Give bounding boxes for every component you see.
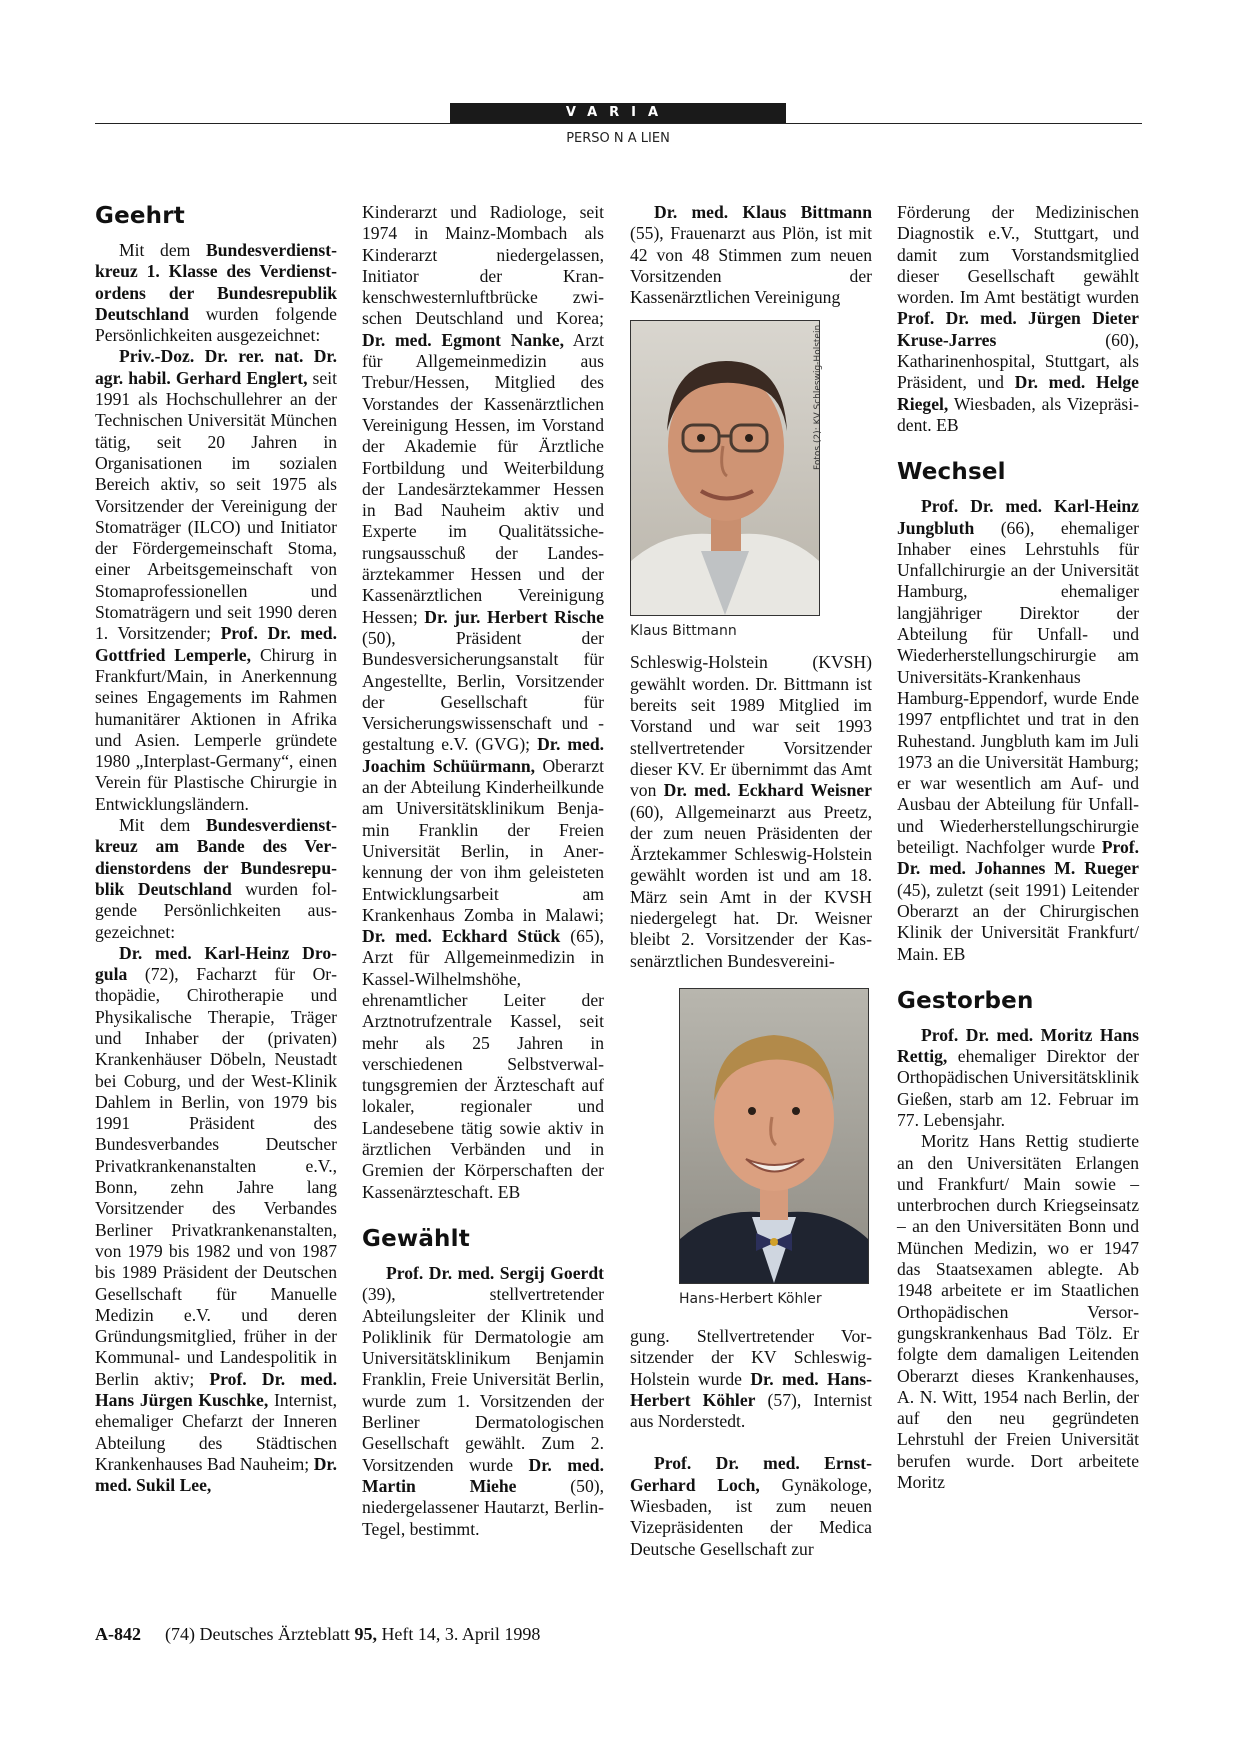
column-4 (897, 202, 1139, 1493)
subsection-title: PERSO N A LIEN (566, 131, 670, 146)
photo-koehler-figure (630, 988, 872, 1308)
paragraph: Mit dem Bundesverdienstkreuz 1. Klasse des Verdienstordens der Bundesrepublik Deutschland wurden folgende Persönlichkeiten ausgezeichnet: (95, 240, 337, 346)
page-footer (95, 1624, 540, 1645)
paragraph: Förderung der Medizinischen Diagnostik e.V., Stuttgart, und damit zum Vorstandsmitglied dieser Gesellschaft gewählt worden. Im Amt bestätigt wurden Prof. Dr. med. Jürgen Dieter Kruse-Jarres (60), Katharinenhospital, Stuttgart, als Präsident, und Dr. med. Helge Riegel, Wiesbaden, als Vizepräsident. EB (897, 202, 1139, 435)
header-rule (95, 123, 1142, 124)
paragraph: Prof. Dr. med. Karl-Heinz Jungbluth (66), ehemaliger Inhaber eines Lehrstuhls für Unfallchirurgie an der Universität Hamburg, ehemaliger langjähriger Direktor der Abteilung für Unfall- und Wiederherstellungschirurgie am Universitäts-Krankenhaus Hamburg-Eppendorf, wurde Ende 1997 entpflichtet und trat in den Ruhestand. Jungbluth kam im Juli 1973 an die Universität Hamburg; er war wesentlich am Auf- und Ausbau der Abteilung für Unfall- und Wiederherstellungschirurgie beteiligt. Nachfolger wurde Prof. Dr. med. Johannes M. Rueger (45), zuletzt (seit 1991) Leitender Oberarzt an der Chirurgischen Klinik der Universität Frankfurt/ Main. EB (897, 496, 1139, 964)
heading-wechsel: Wechsel (897, 459, 1006, 486)
volume-number: 95, (354, 1624, 377, 1644)
photo-credit: Fotos (2): KV Schleswig-Holstein (813, 325, 823, 471)
column-2 (362, 202, 604, 1540)
paragraph: Mit dem Bundesverdienstkreuz am Bande des Verdienstordens der Bundesrepublik Deutschland wurden folgende Persönlichkeiten ausgezeichnet: (95, 815, 337, 942)
source-text: (74) Deutsches Ärzteblatt (165, 1624, 355, 1644)
paragraph: Dr. med. Karl-Heinz Drogula (72), Facharzt für Orthopädie, Chirotherapie und Physikalische Therapie, Träger und Inhaber der (privaten) Krankenhäuser Döbeln, Neustadt bei Coburg, und der West-Klinik Dahlem in Berlin, von 1979 bis 1991 Präsident des Bundesverbandes Deutscher Privatkrankenanstalten e.V., Bonn, zehn Jahre lang Vorsitzender des Verbandes Berliner Privatkrankenanstalten, von 1979 bis 1982 und von 1987 bis 1989 Präsident der Deutschen Gesellschaft für Manuelle Medizin e.V. und deren Gründungsmitglied, früher in der Kommunal- und Landespolitik in Berlin aktiv; Prof. Dr. med. Hans Jürgen Kuschke, Internist, ehemaliger Chefarzt der Inneren Abteilung des Städtischen Krankenhauses Bad Nauheim; Dr. med. Sukil Lee, (95, 942, 337, 1496)
paragraph: Schleswig-Holstein (KVSH) gewählt worden. Dr. Bittmann ist bereits seit 1989 Mitglied im Vorstand und war seit 1993 stellvertretender Vorsitzender dieser KV. Er übernimmt das Amt von Dr. med. Eckhard Weisner (60), Allgemeinarzt aus Preetz, der zum neuen Präsidenten der Ärztekammer Schleswig-Holstein gewählt worden ist und am 18. März sein Amt in der KVSH niedergelegt hat. Dr. Weisner bleibt 2. Vorsitzender der Kassenärztlichen Bundesvereini- (630, 652, 872, 971)
paragraph: Priv.-Doz. Dr. rer. nat. Dr. agr. habil. Gerhard Englert, seit 1991 als Hochschullehrer an der Technischen Universität München tätig, seit 20 Jahren in Organisationen im sozialen Bereich aktiv, so seit 1975 als Vorsitzender der Vereinigung der Stomaträger (ILCO) und Initiator der Fördergemeinschaft Stoma, einer Arbeitsgemeinschaft von Stomaprofessionellen und Stomaträgern und seit 1990 deren 1. Vorsitzender; Prof. Dr. med. Gottfried Lemperle, Chirurg in Frankfurt/Main, in Anerkennung seines Engagements im Rahmen humanitärer Aktionen in Afrika und Asien. Lemperle gründete 1980 „Interplast-Germany“, einen Verein für Plastische Chirurgie in Entwicklungsländern. (95, 346, 337, 814)
paragraph: Prof. Dr. med. Ernst-Gerhard Loch, Gynäkologe, Wiesbaden, ist zum neuen Vizepräsidenten der Medica Deutsche Gesellschaft zur (630, 1453, 873, 1559)
paragraph: Dr. med. Klaus Bittmann (55), Frauenarzt aus Plön, ist mit 42 von 48 Stimmen zum neuen Vorsitzenden der Kassenärztlichen Vereinigung (630, 202, 872, 308)
photo-klaus-bittmann (630, 320, 820, 616)
column-1 (95, 202, 337, 1497)
paragraph: Moritz Hans Rettig studierte an den Universitäten Erlangen und Frankfurt/ Main sowie – unterbrochen durch Kriegseinsatz – an den Universitäten Bonn und München Medizin, wo er 1947 das Staatsexamen ablegte. Ab 1948 arbeitete er im Staatlichen Orthopädischen Versorgungskrankenhaus Bad Tölz. Er folgte dem damaligen Leitenden Oberarzt dieses Krankenhauses, A. N. Witt, 1954 nach Berlin, der auf den neu gegründeten Lehrstuhl der Freien Universität berufen wurde. Dort arbeitete Moritz (897, 1131, 1139, 1493)
photo-hans-herbert-koehler (679, 988, 869, 1284)
issue-date: Heft 14, 3. April 1998 (376, 1624, 541, 1644)
page-number: A-842 (95, 1624, 141, 1644)
paragraph: Prof. Dr. med. Sergij Goerdt (39), stellvertretender Abteilungsleiter der Klinik und Poliklinik für Dermatologie am Universitätsklinikum Benjamin Franklin, Freie Universität Berlin, wurde zum 1. Vorsitzenden der Berliner Dermatologischen Gesellschaft gewählt. Zum 2. Vorsitzenden wurde Dr. med. Martin Miehe (50), niedergelassener Hautarzt, Berlin-Tegel, bestimmt. (362, 1262, 604, 1539)
paragraph: Kinderarzt und Radiologe, seit 1974 in Mainz-Mombach als Kinderarzt niedergelassen, Initiator der Krankenschwesternluftbrücke zwischen Deutschland und Korea; Dr. med. Egmont Nanke, Arzt für Allgemeinmedizin aus Trebur/Hessen, Mitglied des Vorstandes der Kassenärztlichen Vereinigung Hessen, im Vorstand der Akademie für Ärztliche Fortbildung und Weiterbildung der Landesärztekammer Hessen in Bad Nauheim aktiv und Experte im Qualitätssicherungsausschuß der Landesärztekammer Hessen und der Kassenärztlichen Vereinigung Hessen; Dr. jur. Herbert Rische (50), Präsident der Bundesversicherungsanstalt für Angestellte, Berlin, Vorsitzender der Gesellschaft für Versicherungswissenschaft und -gestaltung e.V. (GVG); Dr. med. Joachim Schüürmann, Oberarzt an der Abteilung Kinderheilkunde am Universitätsklinikum Benjamin Franklin der Freien Universität Berlin, in Anerkennung der von ihm geleisteten Entwicklungsarbeit am Krankenhaus Zomba in Malawi; Dr. med. Eckhard Stück (65), Arzt für Allgemeinmedizin in Kassel-Wilhelmshöhe, ehrenamtlicher Leiter der Arztnotrufzentrale Kassel, seit mehr als 25 Jahren in verschiedenen Selbstverwaltungsgremien der Ärzteschaft auf lokaler, regionaler und Landesebene tätig sowie aktiv in ärztlichen Verbänden und in Gremien der Körperschaften der Kassenärzteschaft. EB (362, 202, 605, 1202)
caption-koehler: Hans-Herbert Köhler (679, 1290, 822, 1307)
column-3 (630, 202, 872, 1560)
paragraph: gung. Stellvertretender Vorsitzender der KV Schleswig-Holstein wurde Dr. med. Hans-Herbert Köhler (57), Internist aus Norderstedt. (630, 1325, 873, 1432)
heading-gestorben: Gestorben (897, 987, 1034, 1014)
heading-gewaehlt: Gewählt (362, 1225, 470, 1252)
paragraph: Prof. Dr. med. Moritz Hans Rettig, ehemaliger Direktor der Orthopädischen Universitätsklinik Gießen, starb am 12. Februar im 77. Lebensjahr. (897, 1024, 1139, 1130)
caption-bittmann: Klaus Bittmann (630, 623, 737, 640)
photo-bittmann-figure (630, 320, 872, 640)
heading-geehrt: Geehrt (95, 203, 185, 229)
section-banner: VARIA (450, 103, 786, 123)
